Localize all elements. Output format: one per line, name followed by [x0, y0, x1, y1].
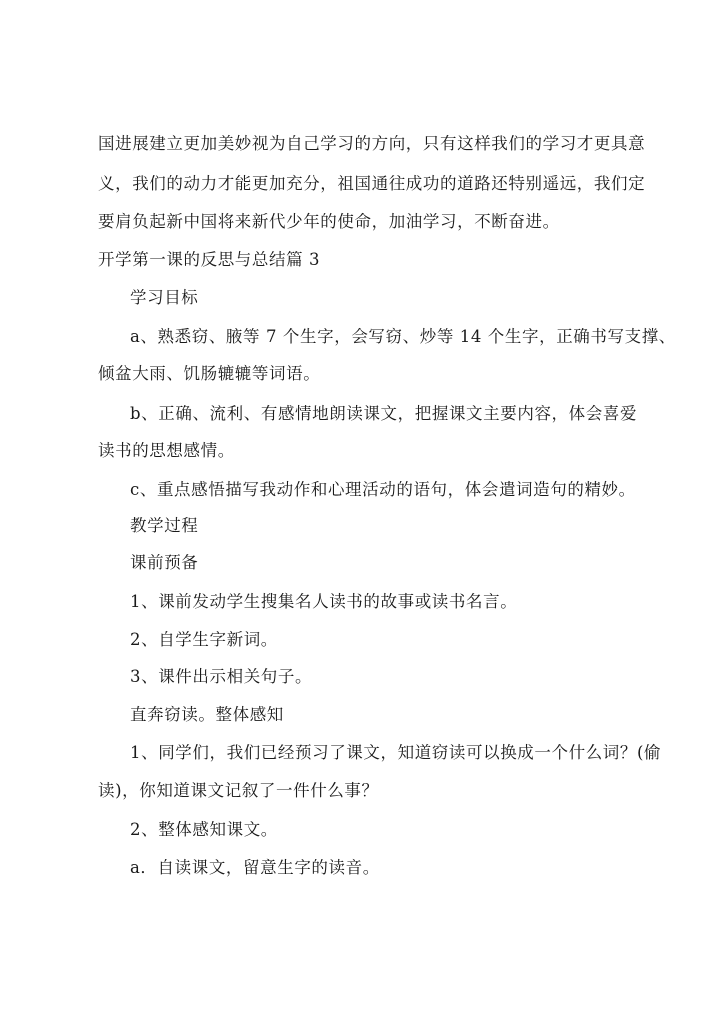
list-item: 2、整体感知课文。 — [130, 820, 278, 839]
paragraph-line: b、正确、流利、有感情地朗读课文，把握课文主要内容，体会喜爱 — [130, 404, 638, 423]
paragraph-line: c、重点感悟描写我动作和心理活动的语句，体会遣词造句的精妙。 — [130, 480, 636, 499]
paragraph-line: 读)，你知道课文记叙了一件什么事？ — [98, 781, 379, 800]
paragraph-line: 倾盆大雨、饥肠辘辘等词语。 — [98, 364, 321, 383]
paragraph-line: 国进展建立更加美妙视为自己学习的方向，只有这样我们的学习才更具意 — [98, 134, 646, 153]
paragraph-line: 要肩负起新中国将来新代少年的使命，加油学习，不断奋进。 — [98, 212, 560, 231]
paragraph-line: 义，我们的动力才能更加充分，祖国通往成功的道路还特别遥远，我们定 — [98, 174, 646, 193]
paragraph-line: a、熟悉窃、腋等 7 个生字，会写窃、炒等 14 个生字，正确书写支撑、 — [130, 327, 676, 346]
paragraph-line: 读书的思想感情。 — [98, 441, 235, 460]
list-item: 1、同学们，我们已经预习了课文，知道窃读可以换成一个什么词？(偷 — [130, 743, 662, 762]
list-item: 3、课件出示相关句子。 — [130, 667, 313, 686]
subheading-learning-goals: 学习目标 — [130, 288, 199, 307]
subheading-preparation: 课前预备 — [130, 553, 199, 572]
list-item: 1、课前发动学生搜集名人读书的故事或读书名言。 — [130, 592, 518, 611]
list-item: a．自读课文，留意生字的读音。 — [130, 858, 380, 877]
section-heading: 开学第一课的反思与总结篇 3 — [98, 250, 321, 269]
subheading-teaching-process: 教学过程 — [130, 516, 199, 535]
list-item: 2、自学生字新词。 — [130, 630, 278, 649]
subheading-overview: 直奔窃读。整体感知 — [130, 705, 284, 724]
